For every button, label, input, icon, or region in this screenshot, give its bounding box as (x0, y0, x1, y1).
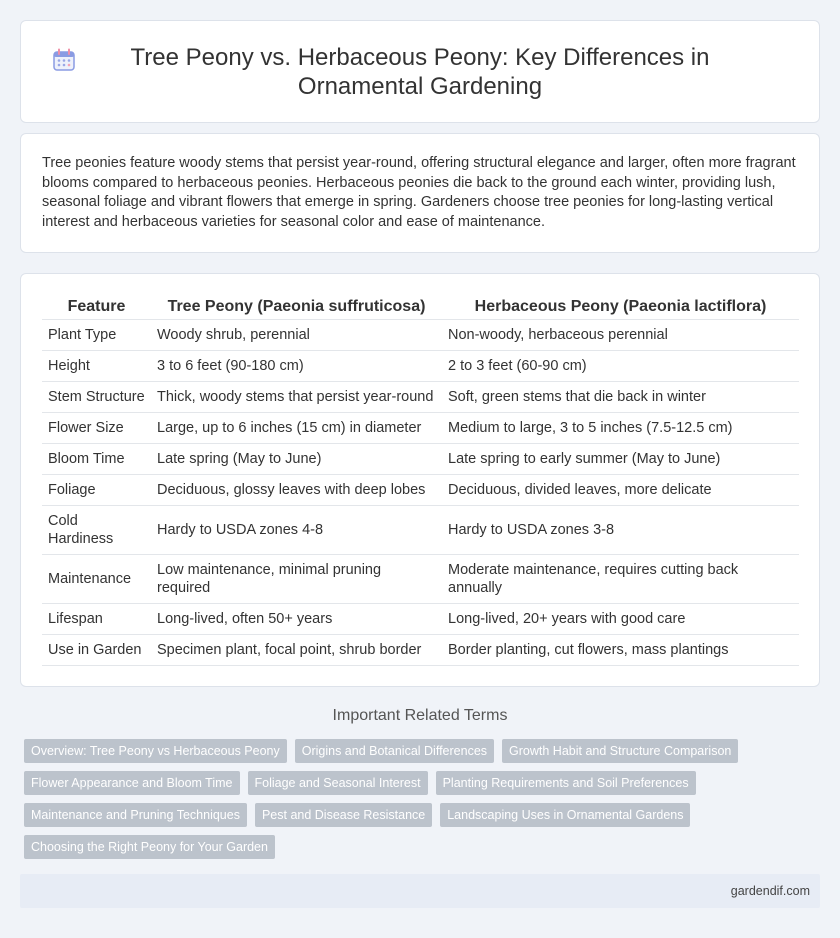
herbaceous-peony-cell: Non-woody, herbaceous perennial (442, 319, 799, 350)
page-title: Tree Peony vs. Herbaceous Peony: Key Differences in Ornamental Gardening (130, 43, 710, 100)
tree-peony-cell: Long-lived, often 50+ years (151, 603, 442, 634)
row-feature: Foliage (42, 474, 151, 505)
comparison-card (20, 273, 820, 687)
header-card (20, 20, 820, 123)
summary-card (20, 133, 820, 253)
tree-peony-cell: Specimen plant, focal point, shrub border (151, 634, 442, 665)
footer-site-link[interactable]: gardendif.com (730, 884, 810, 898)
table-row (42, 554, 799, 603)
table-row (42, 505, 799, 554)
related-term-tag[interactable]: Growth Habit and Structure Comparison (502, 739, 738, 763)
related-term-tag[interactable]: Landscaping Uses in Ornamental Gardens (440, 803, 690, 827)
related-term-tag[interactable]: Origins and Botanical Differences (295, 739, 494, 763)
herbaceous-peony-cell: Border planting, cut flowers, mass plantings (442, 634, 799, 665)
summary-paragraph: Tree peonies feature woody stems that persist year-round, offering structural elegance and larger, often more fragrant blooms compared to herbaceous peonies. Herbaceous peonies die back to the ground each winter, providing lush, seasonal foliage and vibrant flowers that emerge in spring. Gardeners choose tree peonies for long-lasting vertical interest and herbaceous varieties for seasonal color and ease of maintenance. (42, 155, 796, 230)
herbaceous-peony-cell: Long-lived, 20+ years with good care (442, 603, 799, 634)
row-feature: Use in Garden (42, 634, 151, 665)
tree-peony-cell: Woody shrub, perennial (151, 319, 442, 350)
row-feature: Stem Structure (42, 381, 151, 412)
row-feature: Maintenance (42, 554, 151, 603)
footer (20, 874, 820, 908)
related-term-tag[interactable]: Maintenance and Pruning Techniques (24, 803, 247, 827)
herbaceous-peony-cell: Deciduous, divided leaves, more delicate (442, 474, 799, 505)
related-term-tag[interactable]: Overview: Tree Peony vs Herbaceous Peony (24, 739, 287, 763)
herbaceous-peony-cell: Late spring to early summer (May to June) (442, 443, 799, 474)
herbaceous-peony-cell: Soft, green stems that die back in winter (442, 381, 799, 412)
table-row (42, 381, 799, 412)
tree-peony-cell: Late spring (May to June) (151, 443, 442, 474)
related-term-tag[interactable]: Foliage and Seasonal Interest (248, 771, 428, 795)
related-terms-list (24, 739, 824, 859)
related-term-tag[interactable]: Pest and Disease Resistance (255, 803, 432, 827)
table-header-row (42, 294, 799, 319)
table-row (42, 319, 799, 350)
row-feature: Lifespan (42, 603, 151, 634)
table-row (42, 474, 799, 505)
table-row (42, 443, 799, 474)
tree-peony-cell: 3 to 6 feet (90-180 cm) (151, 350, 442, 381)
column-header-herbaceous-peony: Herbaceous Peony (Paeonia lactiflora) (442, 294, 799, 319)
row-feature: Plant Type (42, 319, 151, 350)
tree-peony-cell: Low maintenance, minimal pruning required (151, 554, 442, 603)
table-row (42, 412, 799, 443)
column-header-tree-peony: Tree Peony (Paeonia suffruticosa) (151, 294, 442, 319)
column-header-feature: Feature (42, 294, 151, 319)
tree-peony-cell: Thick, woody stems that persist year-round (151, 381, 442, 412)
herbaceous-peony-cell: 2 to 3 feet (60-90 cm) (442, 350, 799, 381)
herbaceous-peony-cell: Moderate maintenance, requires cutting back annually (442, 554, 799, 603)
table-row (42, 603, 799, 634)
tree-peony-cell: Deciduous, glossy leaves with deep lobes (151, 474, 442, 505)
related-terms-heading: Important Related Terms (332, 707, 508, 724)
row-feature: Height (42, 350, 151, 381)
related-term-tag[interactable]: Planting Requirements and Soil Preferences (436, 771, 696, 795)
tree-peony-cell: Large, up to 6 inches (15 cm) in diameter (151, 412, 442, 443)
row-feature: Flower Size (42, 412, 151, 443)
table-row (42, 634, 799, 665)
related-term-tag[interactable]: Choosing the Right Peony for Your Garden (24, 835, 275, 859)
table-row (42, 350, 799, 381)
tree-peony-cell: Hardy to USDA zones 4-8 (151, 505, 442, 554)
herbaceous-peony-cell: Medium to large, 3 to 5 inches (7.5-12.5 cm) (442, 412, 799, 443)
related-term-tag[interactable]: Flower Appearance and Bloom Time (24, 771, 240, 795)
row-feature: Bloom Time (42, 443, 151, 474)
comparison-table (42, 294, 799, 666)
herbaceous-peony-cell: Hardy to USDA zones 3-8 (442, 505, 799, 554)
row-feature: Cold Hardiness (42, 505, 151, 554)
